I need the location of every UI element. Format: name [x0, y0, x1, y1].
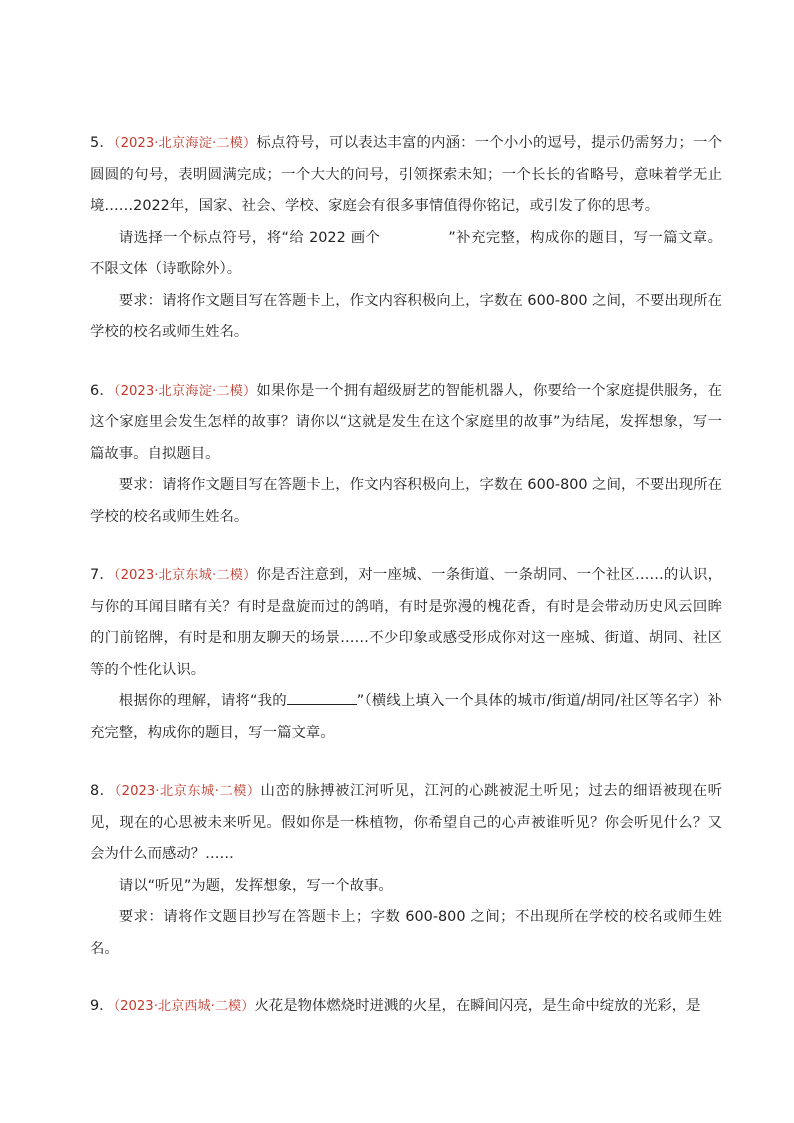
question-source: （2023·北京海淀·二模） — [113, 383, 257, 399]
question-5-stem — [90, 128, 722, 223]
question-number: 8． — [90, 783, 115, 799]
question-number: 7． — [90, 567, 114, 583]
question-source: （2023·北京东城·二模） — [113, 568, 257, 583]
question-text: 你是否注意到，对一座城、一条街道、一条胡同、一个社区……的认识，与你的耳闻目睹有关？有时是盘旋而过的鸽哨，有时是弥漫的槐花香，有时是会带动历史风云回眸的门前铭牌，有时是和朋友聊天的场景……不少印象或感受形成你对这一座城、街道、胡同、社区等的个性化认识。 — [90, 567, 722, 678]
question-9-stem — [90, 991, 722, 1023]
question-5-requirement: 要求：请将作文题目写在答题卡上，作文内容积极向上，字数在 600-800 之间，不要出现所在学校的校名或师生姓名。 — [90, 292, 722, 340]
question-source: （2023·北京东城·二模） — [114, 784, 261, 799]
question-6-stem — [90, 376, 722, 471]
question-7 — [90, 560, 722, 749]
question-6-requirement: 要求：请将作文题目写在答题卡上，作文内容积极向上，字数在 600-800 之间，不要出现所在学校的校名或师生姓名。 — [90, 477, 722, 525]
document-page — [90, 128, 722, 1023]
question-text: 标点符号，可以表达丰富的内涵：一个小小的逗号，提示仍需努力；一个圆圆的句号，表明圆满完成；一个大大的问号，引领探索未知；一个长长的省略号，意味着学无止境……2022年，国家、社会、学校、家庭会有很多事情值得你铭记，或引发了你的思考。 — [90, 135, 722, 214]
question-9 — [90, 991, 722, 1023]
question-5 — [90, 128, 722, 349]
question-7-instruction: 根据你的理解，请将“我的 ”（横线上填入一个具体的城市/街道/胡同/社区等名字）补充完整，构成你的题目，写一篇文章。 — [90, 686, 722, 749]
question-5-instruction: 请选择一个标点符号，将“给 2022 画个 ”补充完整，构成你的题目，写一篇文章。不限文体（诗歌除外）。 — [90, 229, 722, 277]
question-8-stem — [90, 776, 722, 871]
fill-blank-line — [287, 690, 357, 705]
question-7-stem — [90, 560, 722, 686]
question-text: 如果你是一个拥有超级厨艺的智能机器人，你要给一个家庭提供服务，在这个家庭里会发生怎样的故事？请你以“这就是发生在这个家庭里的故事”为结尾，发挥想象，写一篇故事。自拟题目。 — [90, 382, 722, 462]
question-source: （2023·北京西城·二模） — [113, 999, 255, 1014]
question-text: 火花是物体燃烧时迸溅的火星，在瞬间闪亮，是生命中绽放的光彩，是 — [254, 998, 701, 1014]
question-number: 9． — [90, 998, 114, 1014]
question-8-requirement: 要求：请将作文题目抄写在答题卡上；字数 600-800 之间；不出现所在学校的校名或师生姓名。 — [90, 909, 722, 957]
question-6 — [90, 376, 722, 534]
question-number: 6． — [90, 382, 114, 399]
question-8 — [90, 776, 722, 965]
question-8-instruction: 请以“听见”为题，发挥想象，写一个故事。 — [118, 877, 393, 894]
question-number: 5． — [90, 135, 114, 151]
question-text: 山峦的脉搏被江河听见，江河的心跳被泥土听见；过去的细语被现在听见，现在的心思被未来听见。假如你是一株植物，你希望自己的心声被谁听见？你会听见什么？又会为什么而感动？…… — [90, 783, 722, 862]
question-source: （2023·北京海淀·二模） — [113, 136, 257, 151]
